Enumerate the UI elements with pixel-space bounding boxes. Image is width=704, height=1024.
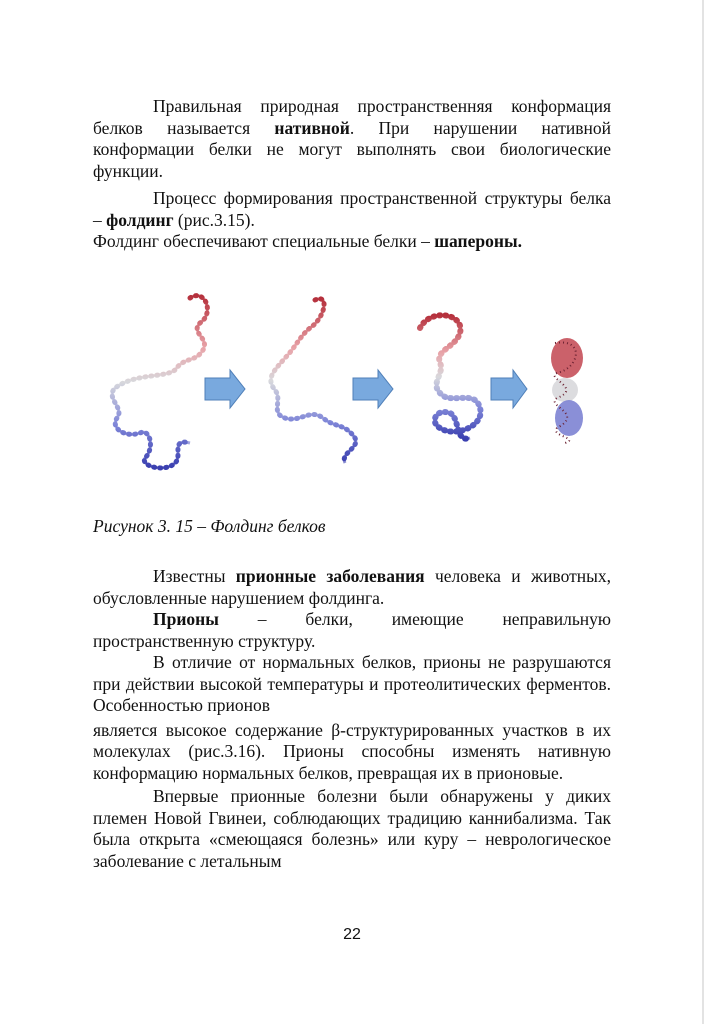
figure-caption: Рисунок 3. 15 – Фолдинг белков	[93, 516, 326, 536]
text: – белки, имеющие неправильную пространственную структуру.	[93, 609, 611, 651]
paragraph-prions	[93, 566, 611, 872]
text: Процесс формирования пространственной структуры белка –	[93, 188, 611, 230]
text: Правильная природная пространственняя конформация белков называется	[93, 96, 611, 138]
page-number: 22	[343, 926, 361, 943]
term-folding: фолдинг	[106, 209, 174, 230]
text: Известны	[153, 566, 236, 586]
text: (рис.3.15).	[173, 209, 255, 230]
term-chaperones: шапероны.	[434, 231, 523, 251]
text: Впервые прионные болезни были обнаружены у диких племен Новой Гвинеи, соблюдающих традицию каннибализма. Так была открыта «смеющаяся болезнь» или куру – неврологическое заболевание с летальным	[93, 786, 611, 871]
term-native: нативной	[274, 117, 350, 138]
paragraph-2	[93, 188, 611, 231]
paragraph-7	[93, 786, 611, 872]
paragraph-5	[93, 609, 611, 652]
paragraph-1	[93, 96, 611, 182]
text: является высокое содержание β-структурированных участков в их молекулах (рис.3.16). Прионы способны изменять нативную конформацию нормальных белков, превращая их в прионовые.	[93, 719, 611, 783]
arrow-right-icon	[205, 370, 245, 408]
paragraph-4	[93, 566, 611, 609]
term-prions: Прионы	[153, 609, 219, 629]
arrow-right-icon	[353, 370, 393, 408]
paragraph-native-conformation	[93, 96, 611, 182]
paragraph-3	[93, 231, 611, 253]
paragraph-folding	[93, 188, 611, 253]
partially-folded-protein	[271, 299, 356, 463]
native-folded-protein	[551, 338, 583, 443]
compact-folded-protein	[420, 315, 481, 438]
term-prion-diseases: прионные заболевания	[235, 566, 425, 586]
protein-folding-figure	[95, 278, 615, 493]
text: человека и животных, обусловленные нарушением фолдинга.	[93, 566, 611, 608]
arrow-right-icon	[491, 370, 527, 408]
folding-illustration	[95, 278, 615, 493]
unfolded-protein-chain	[112, 296, 207, 468]
paragraph-6-continued	[93, 720, 611, 785]
text: Фолдинг обеспечивают специальные белки –	[93, 231, 435, 251]
text: В отличие от нормальных белков, прионы не разрушаются при действии высокой температуры и протеолитических ферментов. Особенностью прионов	[93, 652, 611, 715]
paragraph-6	[93, 652, 611, 717]
text: . При нарушении нативной конформации белки не могут выполнять свои биологические функции.	[93, 117, 611, 181]
